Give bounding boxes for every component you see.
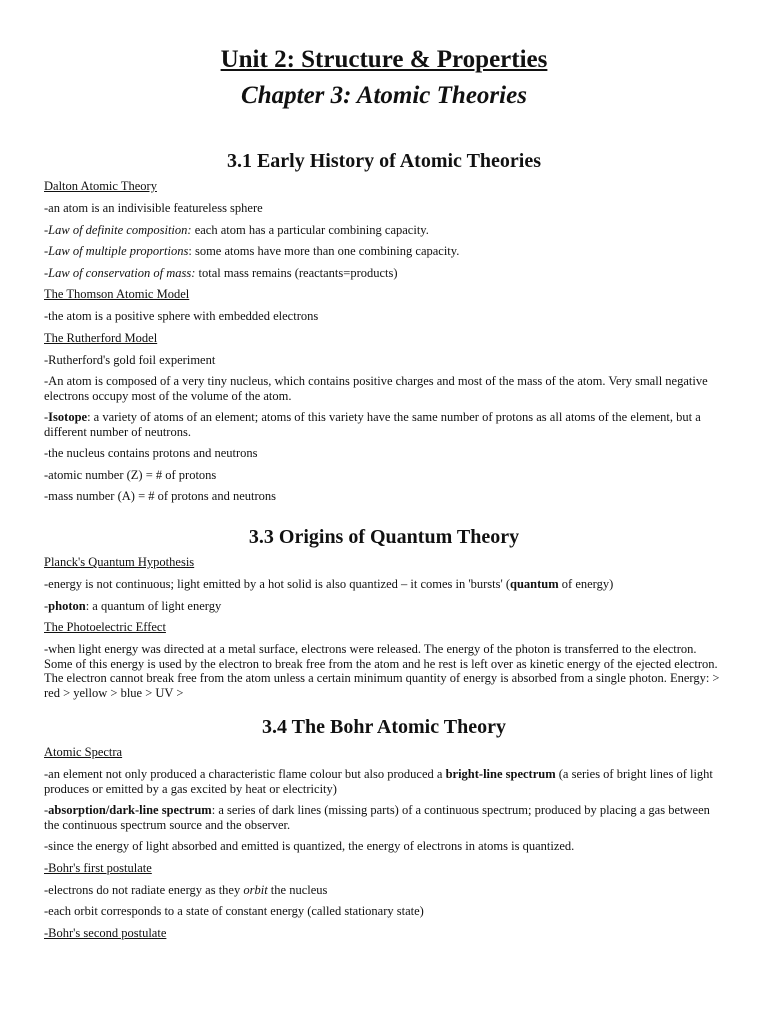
- subheading-photoelectric: The Photoelectric Effect: [44, 620, 166, 634]
- bohr-point-1: -electrons do not radiate energy as they orbit the nucleus: [44, 882, 328, 897]
- spectra-point-2: -absorption/dark-line spectrum: a series of dark lines (missing parts) of a continuous spectrum; produced by placing a gas between the continuous spectrum source and the observer.: [44, 803, 710, 832]
- subheading-dalton: Dalton Atomic Theory: [44, 179, 157, 193]
- section-3-4: [44, 716, 724, 948]
- planck-point-2: -photon: a quantum of light energy: [44, 598, 222, 613]
- subheading-planck: Planck's Quantum Hypothesis: [44, 555, 195, 569]
- bohr-point-2: -each orbit corresponds to a state of constant energy (called stationary state): [44, 904, 424, 918]
- spectra-point-3: -since the energy of light absorbed and emitted is quantized, the energy of electrons in atoms is quantized.: [44, 839, 575, 853]
- planck-point-1: -energy is not continuous; light emitted by a hot solid is also quantized – it comes in 'bursts' (quantum of energy): [44, 577, 614, 591]
- rutherford-point-1: -Rutherford's gold foil experiment: [44, 352, 216, 367]
- unit-title: Unit 2: Structure & Properties: [220, 46, 548, 73]
- section-3-1: [44, 150, 724, 511]
- term-bright-line-spectrum: bright-line spectrum: [445, 767, 556, 781]
- rutherford-point-3: -Isotope: a variety of atoms of an element; atoms of this variety have the same number of protons as all atoms of the element, but a different number of neutrons.: [44, 410, 701, 439]
- term-definite-composition: Law of definite composition:: [48, 222, 192, 237]
- section-heading-3-3: 3.3 Origins of Quantum Theory: [248, 526, 520, 548]
- dalton-point-3: -Law of multiple proportions: some atoms have more than one combining capacity.: [44, 244, 460, 258]
- rutherford-point-4: -the nucleus contains protons and neutrons: [44, 446, 258, 460]
- term-quantum: quantum: [510, 577, 559, 591]
- term-isotope: Isotope: [48, 410, 88, 424]
- dalton-point-4: -Law of conservation of mass: total mass remains (reactants=products): [44, 265, 398, 280]
- subheading-bohr-first-postulate: -Bohr's first postulate: [44, 860, 152, 875]
- rutherford-point-6: -mass number (A) = # of protons and neutrons: [44, 489, 277, 503]
- term-dark-line-spectrum: absorption/dark-line spectrum: [48, 803, 212, 817]
- section-3-3: [44, 526, 724, 707]
- subheading-thomson: The Thomson Atomic Model: [44, 287, 190, 301]
- term-orbit: orbit: [243, 882, 268, 897]
- dalton-point-2: -Law of definite composition: each atom has a particular combining capacity.: [44, 222, 429, 237]
- dalton-point-1: -an atom is an indivisible featureless sphere: [44, 201, 263, 215]
- photoelectric-point-1: -when light energy was directed at a metal surface, electrons were released. The energy of the photon is transferred to the electron. Some of this energy is used by the electron to break free from the atom and he rest is left over as kinetic energy of the ejected electron. The electron cannot break free from the atom unless a certain minimum quantity of energy is absorbed from a single photon. Energy: > red > yellow > blue > UV >: [44, 642, 720, 700]
- rutherford-point-5: -atomic number (Z) = # of protons: [44, 467, 217, 482]
- section-heading-3-1: 3.1 Early History of Atomic Theories: [226, 150, 542, 172]
- subheading-bohr-second-postulate: -Bohr's second postulate: [44, 925, 167, 940]
- term-photon: photon: [48, 598, 86, 613]
- term-conservation-of-mass: Law of conservation of mass:: [48, 265, 196, 280]
- section-heading-3-4: 3.4 The Bohr Atomic Theory: [262, 716, 506, 738]
- term-multiple-proportions: Law of multiple proportions: [48, 244, 189, 258]
- subheading-rutherford: The Rutherford Model: [44, 330, 158, 345]
- rutherford-point-2: -An atom is composed of a very tiny nucleus, which contains positive charges and most of the mass of the atom. Very small negative electrons occupy most of the volume of the atom.: [44, 374, 708, 403]
- chapter-title: Chapter 3: Atomic Theories: [241, 82, 527, 109]
- spectra-point-1: -an element not only produced a characteristic flame colour but also produced a bright-line spectrum (a series of bright lines of light produces or emitted by a gas excited by heat or electricity): [44, 767, 713, 796]
- subheading-atomic-spectra: Atomic Spectra: [44, 745, 123, 759]
- thomson-point-1: -the atom is a positive sphere with embedded electrons: [44, 309, 319, 323]
